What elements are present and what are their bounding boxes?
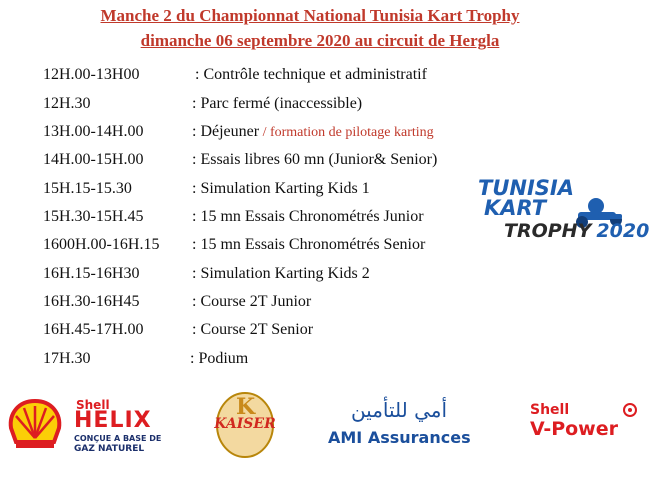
schedule-event	[192, 321, 313, 339]
ami-assurances-logo	[326, 398, 476, 452]
shell-helix-logo	[72, 398, 182, 456]
tkt-line1: TUNISIA	[478, 176, 574, 200]
schedule-time: 1600H.00-16H.15	[43, 236, 160, 253]
schedule-event-text: : 15 mn Essais Chronométrés Senior	[192, 236, 426, 253]
schedule-event-text: : Course 2T Senior	[192, 321, 314, 338]
tkt-line2: KART	[484, 196, 547, 220]
ami-arabic: أمي للتأمين	[350, 398, 448, 422]
schedule-time: 16H.15-16H30	[43, 265, 140, 282]
ami-name: AMI Assurances	[328, 428, 471, 447]
schedule-time: 17H.30	[43, 350, 91, 367]
schedule-event-text: : Essais libres 60 mn (Junior& Senior)	[192, 151, 438, 168]
schedule-event-text: : Déjeuner	[192, 123, 260, 140]
schedule-event	[192, 208, 424, 226]
schedule-time: 12H.00-13H00	[43, 66, 140, 83]
kaiser-logo	[208, 390, 282, 460]
shell-pecten-logo	[6, 398, 64, 450]
schedule-time: 16H.30-16H45	[43, 293, 140, 310]
schedule-event	[195, 66, 427, 84]
tunisia-kart-trophy-logo	[478, 176, 648, 252]
schedule-event	[192, 95, 362, 113]
schedule-time: 16H.45-17H.00	[43, 321, 144, 338]
shell-pecten-icon	[6, 398, 64, 450]
schedule-event	[190, 350, 248, 368]
helix-name: HELIX	[74, 408, 152, 433]
schedule-event-extra: / formation de pilotage karting	[259, 125, 434, 140]
schedule-event-text: : Parc fermé (inaccessible)	[192, 95, 363, 112]
kaiser-name: KAISER	[214, 416, 276, 432]
tkt-year: 2020	[596, 220, 650, 242]
schedule-time: 13H.00-14H.00	[43, 123, 144, 140]
schedule-event-text: : Podium	[190, 350, 249, 367]
schedule-time: 15H.15-15.30	[43, 180, 132, 197]
schedule-event	[192, 180, 370, 198]
vpower-swirl-icon	[622, 402, 638, 418]
schedule-event-text: : Contrôle technique et administratif	[195, 66, 427, 83]
vpower-name: V-Power	[530, 418, 618, 440]
title-line-1: Manche 2 du Championnat National Tunisia Kart Trophy	[100, 6, 520, 25]
schedule-time: 14H.00-15H.00	[43, 151, 144, 168]
schedule-time: 15H.30-15H.45	[43, 208, 144, 225]
kaiser-initial: K	[236, 394, 256, 420]
schedule-event	[192, 236, 425, 254]
title-line-2: dimanche 06 septembre 2020 au circuit de Hergla	[140, 31, 500, 50]
helix-brand: Shell	[76, 398, 110, 412]
schedule-event-text: : Course 2T Junior	[192, 293, 312, 310]
schedule-event	[192, 265, 370, 283]
vpower-brand: Shell	[530, 402, 570, 418]
schedule-time: 12H.30	[43, 95, 91, 112]
schedule-event	[192, 293, 311, 311]
shell-vpower-logo	[528, 402, 646, 448]
schedule-event-text: : Simulation Karting Kids 1	[192, 180, 370, 197]
helix-sub2: GAZ NATUREL	[74, 444, 145, 454]
schedule-event-text: : Simulation Karting Kids 2	[192, 265, 370, 282]
schedule-event	[192, 123, 434, 141]
helix-sub1: CONÇUE A BASE DE	[74, 434, 162, 443]
schedule-event	[192, 151, 437, 169]
schedule-event-text: : 15 mn Essais Chronométrés Junior	[192, 208, 424, 225]
tkt-line3: TROPHY	[504, 220, 592, 242]
